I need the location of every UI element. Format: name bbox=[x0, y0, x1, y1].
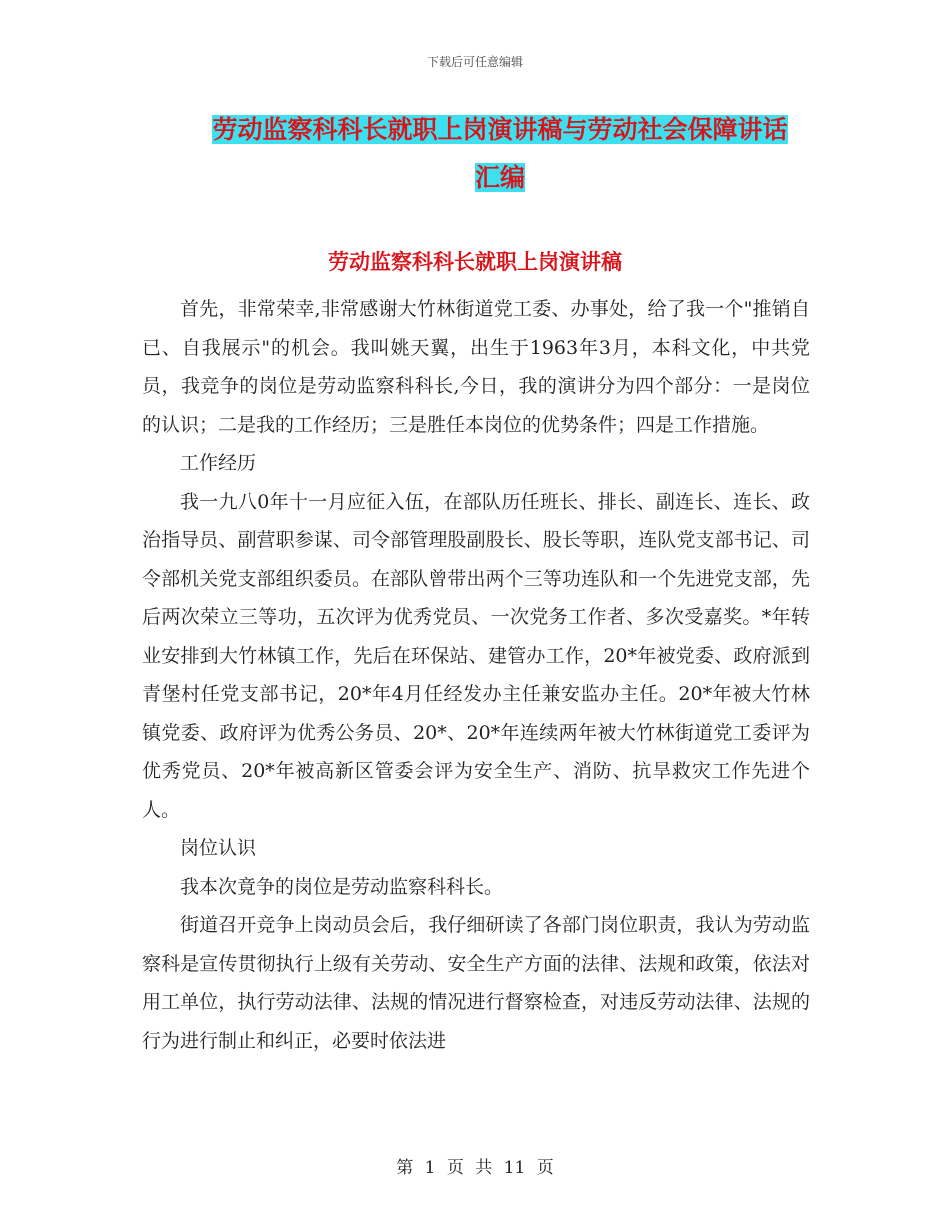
paragraph-position: 我本次竟争的岗位是劳动监察科科长。 bbox=[180, 875, 504, 898]
section-title: 劳动监察科科长就职上岗演讲稿 bbox=[328, 250, 622, 274]
header-note: 下载后可任意编辑 bbox=[426, 55, 523, 69]
paragraph-work-experience: 我一九八0年十一月应征入伍，在部队历任班长、排长、副连长、连长、政治指导员、副营职参谋、司令部管理股副股长、股长等职，连队党支部书记、司令部机关党支部组织委员。在部队曾带出两个三等功连队和一个先进党支部，先后两次荣立三等功，五次评为优秀党员、一次党务工作者、多次受嘉奖。*年转业安排到大竹林镇工作，先后在环保站、建管办工作，20*年被党委、政府派到青堡村任党支部书记，20*年4月任经发办主任兼安监办主任。20*年被大竹林镇党委、政府评为优秀公务员、20*、20*年连续两年被大竹林街道党工委评为优秀党员、20*年被高新区管委会评为安全生产、消防、抗旱救灾工作先进个人。 bbox=[142, 490, 810, 821]
heading-position-understanding: 岗位认识 bbox=[180, 837, 257, 859]
document-title-line-1: 劳动监察科科长就职上岗演讲稿与劳动社会保障讲话 bbox=[212, 115, 788, 144]
paragraph-intro: 首先，非常荣幸,非常感谢大竹林街道党工委、办事处，给了我一个"推销自已、自我展示"的机会。我叫姚天翼，出生于1963年3月，本科文化，中共党员，我竞争的岗位是劳动监察科科长,今日，我的演讲分为四个部分：一是岗位的认识；二是我的工作经历；三是胜任本岗位的优势条件；四是工作措施。 bbox=[142, 298, 810, 436]
page-footer: 第 1 页 共 11 页 bbox=[396, 1158, 554, 1178]
heading-work-experience: 工作经历 bbox=[180, 452, 257, 474]
paragraph-position-detail: 街道召开竞争上岗动员会后，我仔细研读了各部门岗位职责，我认为劳动监察科是宣传贯彻执行上级有关劳动、安全生产方面的法律、法规和政策，依法对用工单位，执行劳动法律、法规的情况进行督察检查，对违反劳动法律、法规的行为进行制止和纠正，必要时依法进 bbox=[142, 914, 810, 1052]
document-title bbox=[150, 106, 850, 202]
body-text bbox=[142, 290, 810, 1060]
document-title-line-2: 汇编 bbox=[474, 163, 525, 192]
